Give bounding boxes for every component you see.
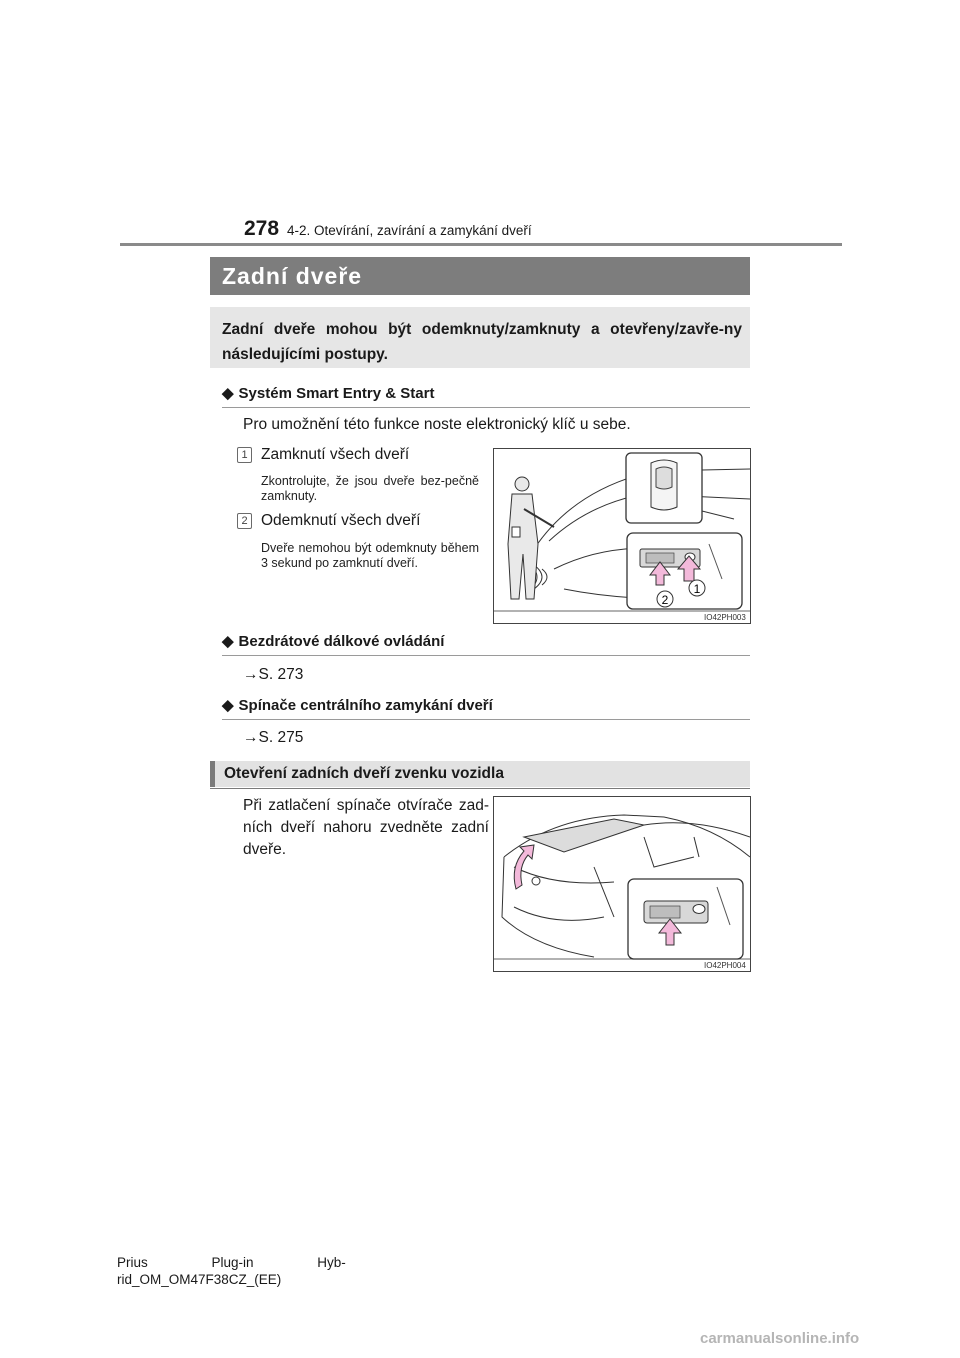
footer-line: Prius Plug-in Hyb- — [117, 1255, 346, 1270]
section-heading-bar — [210, 761, 750, 787]
subheading-label: Spínače centrálního zamykání dveří — [238, 697, 493, 714]
step-label: Zamknutí všech dveří — [261, 446, 410, 463]
watermark: carmanualsonline.info — [700, 1330, 860, 1347]
callout-1: 1 — [693, 582, 701, 596]
header-divider — [120, 243, 842, 246]
intro-text: Zadní dveře mohou být odemknuty/zamknuty a otevřeny/zavře-ny následujícími postupy. — [222, 321, 742, 363]
diamond-bullet-icon: ◆ — [222, 697, 234, 714]
subheading-label: Bezdrátové dálkové ovládání — [238, 633, 445, 650]
subheading-divider — [222, 655, 750, 656]
diamond-bullet-icon: ◆ — [222, 385, 234, 402]
figure-outside-open — [493, 796, 751, 972]
outside-open-text: Při zatlačení spínače otvírače zad-ních dveří nahoru zvedněte zadní dveře. — [243, 797, 489, 858]
diamond-bullet-icon: ◆ — [222, 633, 234, 650]
section-title-bar — [210, 257, 750, 295]
smart-entry-text: Pro umožnění této funkce noste elektronický klíč u sebe. — [243, 416, 631, 433]
section-divider — [210, 788, 750, 789]
section-accent — [210, 761, 215, 787]
subheading-smart-entry — [222, 384, 434, 402]
intro-box — [210, 307, 750, 368]
smart-entry-illustration — [494, 449, 750, 623]
figure-code: IO42PH004 — [704, 961, 746, 970]
step-number: 1 — [237, 447, 252, 463]
subheading-divider — [222, 407, 750, 408]
subheading-door-lock-switches — [222, 696, 493, 714]
step-label: Odemknutí všech dveří — [261, 512, 421, 529]
document-footer — [117, 1254, 346, 1288]
figure-smart-entry — [493, 448, 751, 624]
step-note: Dveře nemohou být odemknuty během 3 sekund po zamknutí dveří. — [261, 541, 479, 570]
step-number: 2 — [237, 513, 252, 529]
footer-line: rid_OM_OM47F38CZ_(EE) — [117, 1272, 282, 1287]
subheading-divider — [222, 719, 750, 720]
tailgate-illustration — [494, 797, 750, 971]
callout-2: 2 — [661, 593, 669, 607]
page-reference-link[interactable]: →S. 273 — [243, 666, 304, 683]
page-title: Zadní dveře — [222, 263, 363, 289]
step-note: Zkontrolujte, že jsou dveře bez-pečně zamknuty. — [261, 474, 479, 503]
page-number: 278 — [244, 217, 280, 240]
page-reference-link[interactable]: →S. 275 — [243, 729, 304, 746]
subheading-label: Systém Smart Entry & Start — [238, 385, 435, 402]
figure-code: IO42PH003 — [704, 613, 746, 622]
section-heading: Otevření zadních dveří zvenku vozidla — [224, 765, 504, 782]
subheading-remote — [222, 632, 444, 650]
chapter-title: 4-2. Otevírání, zavírání a zamykání dveří — [287, 223, 532, 238]
